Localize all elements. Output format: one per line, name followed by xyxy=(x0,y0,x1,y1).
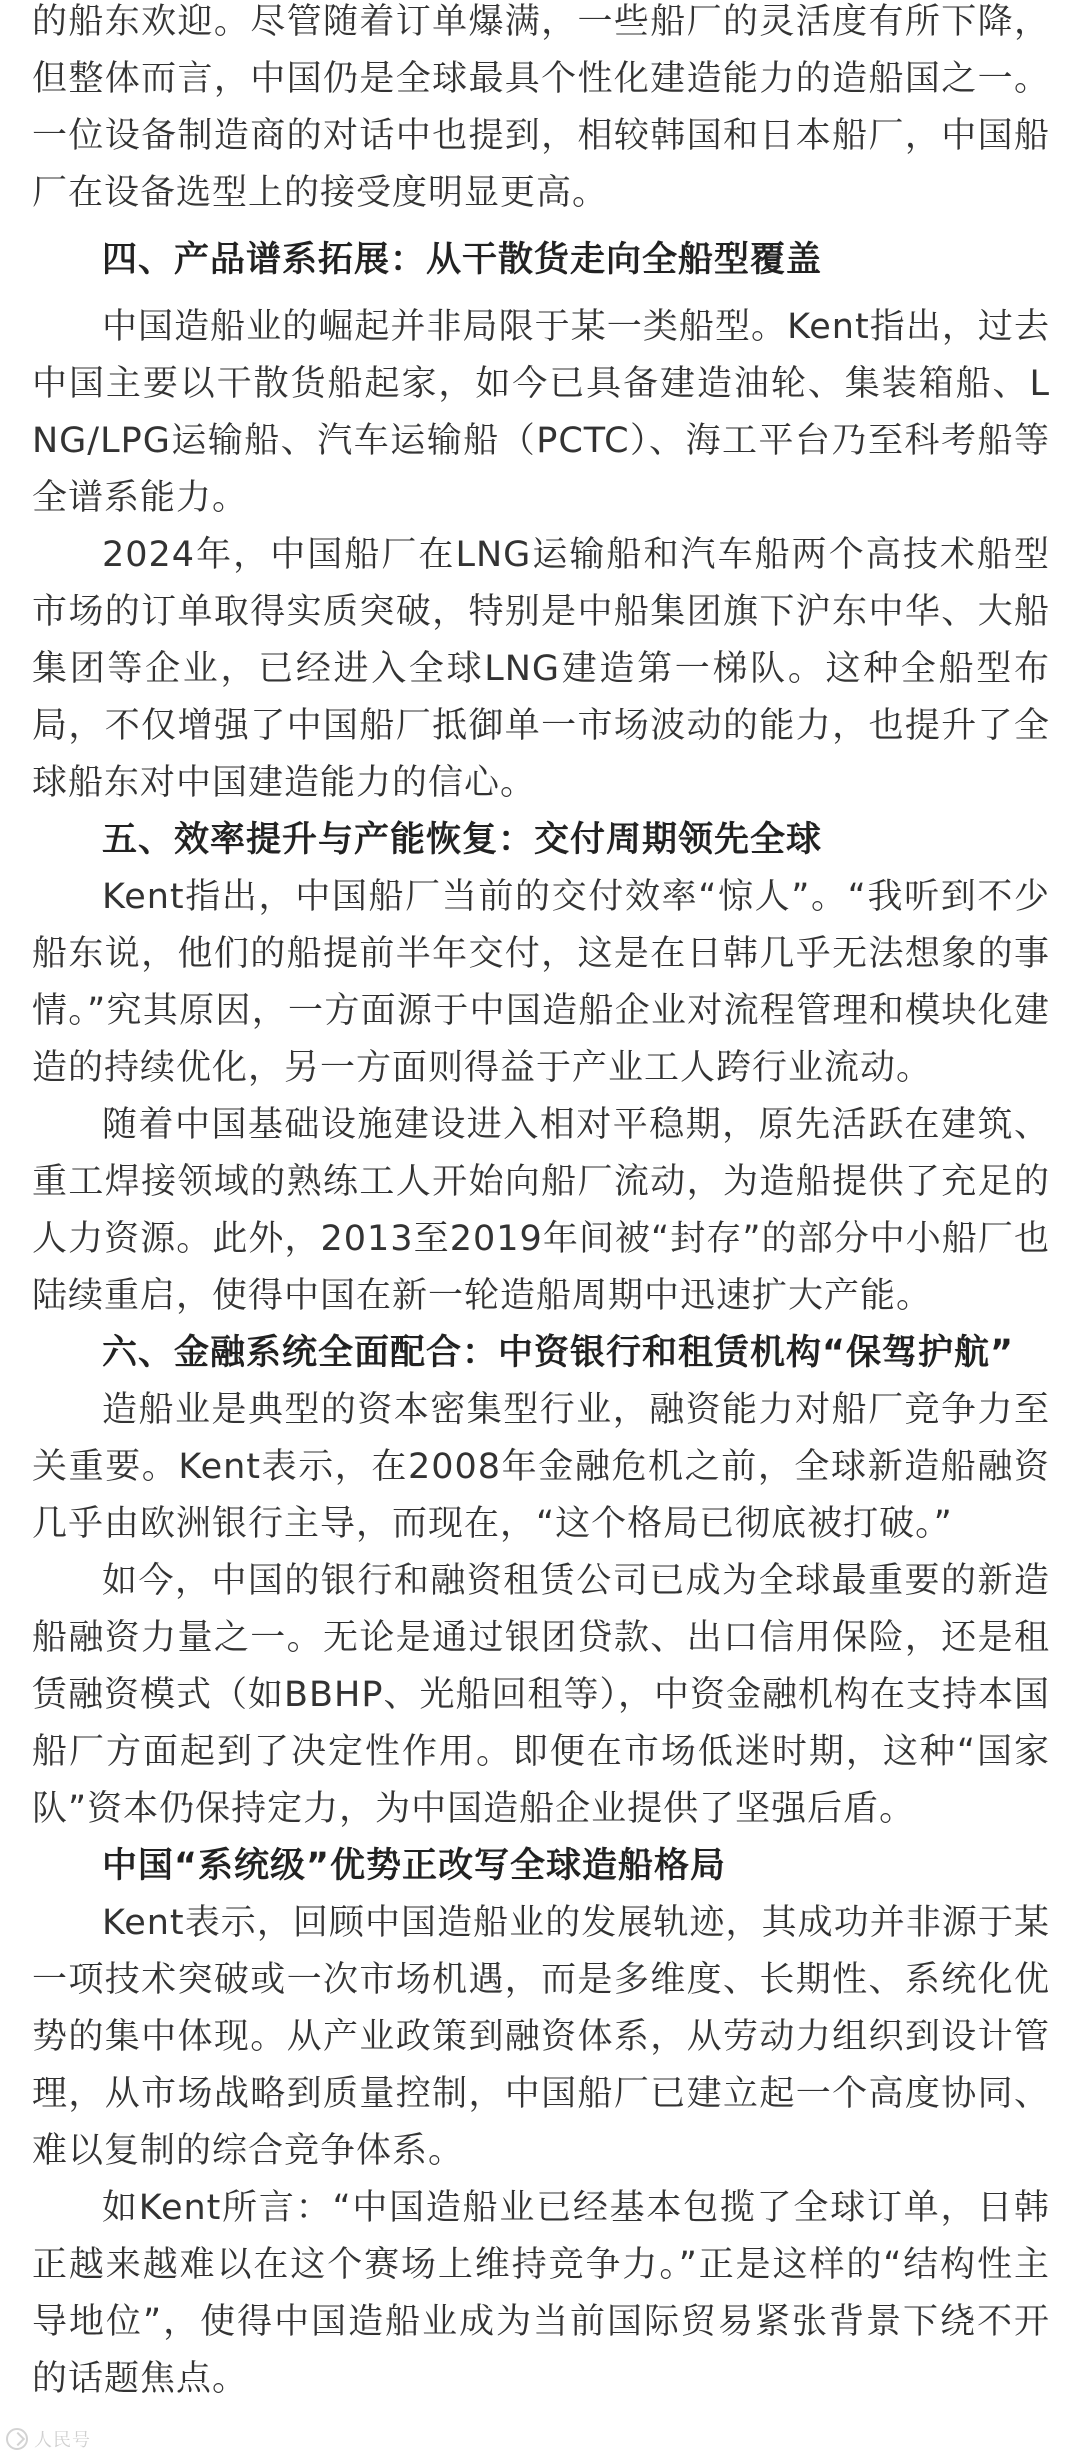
watermark-logo-icon xyxy=(6,2428,28,2450)
paragraph-labor-capacity: 随着中国基础设施建设进入相对平稳期，原先活跃在建筑、重工焊接领域的熟练工人开始向船厂流动，为造船提供了充足的人力资源。此外，2013至2019年间被“封存”的部分中小船厂也陆续重启，使得中国在新一轮造船周期中迅速扩大产能。 xyxy=(32,1105,1050,1316)
paragraph-lng-pctc: 2024年，中国船厂在LNG运输船和汽车船两个高技术船型市场的订单取得实质突破，特别是中船集团旗下沪东中华、大船集团等企业，已经进入全球LNG建造第一梯队。这种全船型布局，不仅增强了中国船厂抵御单一市场波动的能力，也提升了全球船东对中国建造能力的信心。 xyxy=(32,535,1050,803)
paragraph-system: Kent表示，回顾中国造船业的发展轨迹，其成功并非源于某一项技术突破或一次市场机遇，而是多维度、长期性、系统化优势的集中体现。从产业政策到融资体系，从劳动力组织到设计管理，从市场战略到质量控制，中国船厂已建立起一个高度协同、难以复制的综合竞争体系。 xyxy=(32,1903,1050,2171)
paragraph-financing: 造船业是典型的资本密集型行业，融资能力对船厂竞争力至关重要。Kent表示，在2008年金融危机之前，全球新造船融资几乎由欧洲银行主导，而现在，“这个格局已彻底被打破。” xyxy=(32,1390,1050,1544)
watermark xyxy=(6,2426,91,2452)
paragraph-customization: 的船东欢迎。尽管随着订单爆满，一些船厂的灵活度有所下降，但整体而言，中国仍是全球最具个性化建造能力的造船国之一。一位设备制造商的对话中也提到，相较韩国和日本船厂，中国船厂在设备选型上的接受度明显更高。 xyxy=(32,2,1050,213)
section-heading-finance: 六、金融系统全面配合：中资银行和租赁机构“保驾护航” xyxy=(102,1333,1015,1373)
watermark-text: 人民号 xyxy=(34,2430,91,2451)
paragraph-conclusion: 如Kent所言：“中国造船业已经基本包揽了全球订单，日韩正越来越难以在这个赛场上维持竞争力。”正是这样的“结构性主导地位”，使得中国造船业成为当前国际贸易紧张背景下绕不开的话题焦点。 xyxy=(32,2188,1050,2399)
section-heading-efficiency: 五、效率提升与产能恢复：交付周期领先全球 xyxy=(102,820,823,860)
section-heading-product-range: 四、产品谱系拓展：从干散货走向全船型覆盖 xyxy=(102,240,823,280)
paragraph-product-range: 中国造船业的崛起并非局限于某一类船型。Kent指出，过去中国主要以干散货船起家，如今已具备建造油轮、集装箱船、LNG/LPG运输船、汽车运输船（PCTC）、海工平台乃至科考船等全谱系能力。 xyxy=(32,307,1050,518)
spacer xyxy=(32,222,1050,232)
spacer xyxy=(32,289,1050,299)
paragraph-delivery: Kent指出，中国船厂当前的交付效率“惊人”。“我听到不少船东说，他们的船提前半年交付，这是在日韩几乎无法想象的事情。”究其原因，一方面源于中国造船企业对流程管理和模块化建造的持续优化，另一方面则得益于产业工人跨行业流动。 xyxy=(32,877,1050,1088)
section-heading-system-advantage: 中国“系统级”优势正改写全球造船格局 xyxy=(102,1846,727,1886)
paragraph-leasing: 如今，中国的银行和融资租赁公司已成为全球最重要的新造船融资力量之一。无论是通过银团贷款、出口信用保险，还是租赁融资模式（如BBHP、光船回租等），中资金融机构在支持本国船厂方面起到了决定性作用。即便在市场低迷时期，这种“国家队”资本仍保持定力，为中国造船企业提供了坚强后盾。 xyxy=(32,1561,1050,1829)
article-body xyxy=(32,0,1050,2408)
